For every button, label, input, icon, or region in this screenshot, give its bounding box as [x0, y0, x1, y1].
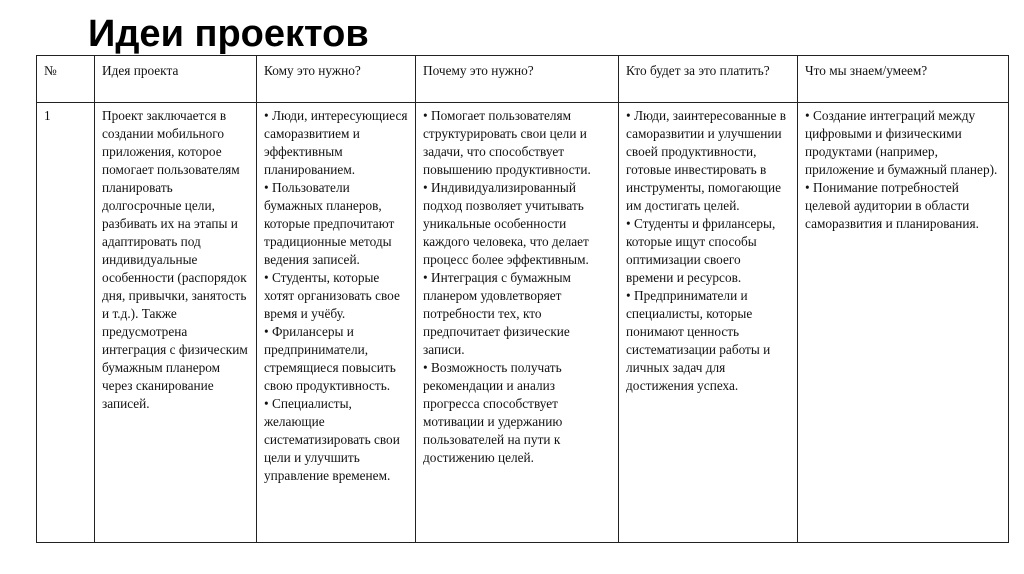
- cell-idea: Проект заключается в создании мобильного приложения, которое помогает пользователям планировать долгосрочные цели, разбивать их на этапы и адаптировать под индивидуальные особенности (распорядок дня, привычки, занятость и т.д.). Также предусмотрена интеграция с физическим бумажным планером через сканирование записей.: [95, 103, 257, 543]
- list-item: • Индивидуализированный подход позволяет учитывать уникальные особенности каждого человека, что делает процесс более эффективным.: [423, 180, 589, 267]
- column-header-idea: Идея проекта: [95, 56, 257, 103]
- list-item: • Пользователи бумажных планеров, которые предпочитают традиционные методы ведения записей.: [264, 180, 395, 267]
- page-title: Идеи проектов: [88, 13, 369, 55]
- column-header-what-we-know: Что мы знаем/умеем?: [798, 56, 1009, 103]
- list-item: • Люди, заинтересованные в саморазвитии и улучшении своей продуктивности, готовые инвестировать в инструменты, помогающие им достигать целей.: [626, 108, 786, 213]
- table-header-row: [37, 56, 1009, 103]
- column-header-who-pays: Кто будет за это платить?: [619, 56, 798, 103]
- cell-what-we-know: [798, 103, 1009, 543]
- list-item: • Интеграция с бумажным планером удовлетворяет потребности тех, кто предпочитает физические записи.: [423, 270, 571, 357]
- list-item: • Возможность получать рекомендации и анализ прогресса способствует мотивации и удержанию пользователей на пути к достижению целей.: [423, 360, 563, 465]
- project-ideas-table: [36, 55, 1009, 543]
- list-item: • Люди, интересующиеся саморазвитием и эффективным планированием.: [264, 108, 408, 177]
- list-item: • Понимание потребностей целевой аудитории в области саморазвития и планирования.: [805, 180, 979, 231]
- column-header-number: №: [37, 56, 95, 103]
- column-header-why-needed: Почему это нужно?: [416, 56, 619, 103]
- list-item: • Студенты и фрилансеры, которые ищут способы оптимизации своего времени и ресурсов.: [626, 216, 776, 285]
- cell-number: 1: [37, 103, 95, 543]
- list-item: • Студенты, которые хотят организовать свое время и учёбу.: [264, 270, 400, 321]
- table-row: [37, 103, 1009, 543]
- list-item: • Создание интеграций между цифровыми и физическими продуктами (например, приложение и бумажный планер).: [805, 108, 998, 177]
- cell-who-pays: [619, 103, 798, 543]
- cell-why-needed: [416, 103, 619, 543]
- list-item: • Помогает пользователям структурировать свои цели и задачи, что способствует повышению продуктивности.: [423, 108, 591, 177]
- list-item: • Специалисты, желающие систематизировать свои цели и улучшить управление временем.: [264, 396, 400, 483]
- list-item: • Предприниматели и специалисты, которые понимают ценность систематизации работы и личных задач для достижения успеха.: [626, 288, 771, 393]
- list-item: • Фрилансеры и предприниматели, стремящиеся повысить свою продуктивность.: [264, 324, 396, 393]
- column-header-who-needs: Кому это нужно?: [257, 56, 416, 103]
- cell-who-needs: [257, 103, 416, 543]
